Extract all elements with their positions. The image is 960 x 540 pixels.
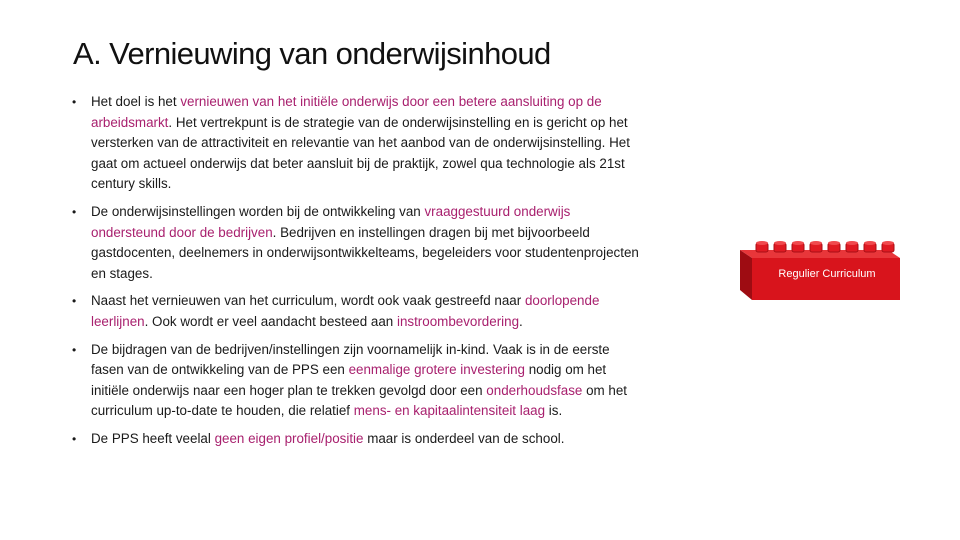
highlight-text: geen eigen profiel/positie — [214, 430, 364, 446]
bullet-text: . — [519, 313, 523, 329]
bullet-text: De onderwijsinstellingen worden bij de ontwikkeling van — [91, 203, 425, 219]
highlight-text: eenmalige grotere investering — [348, 362, 525, 378]
bullet-list — [72, 92, 644, 457]
bullet-text: De PPS heeft veelal — [91, 430, 215, 446]
bullet-text: Naast het vernieuwen van het curriculum, wordt ook vaak gestreefd naar — [91, 293, 525, 309]
highlight-text: vraaggestuurd onderwijs ondersteund door de bedrijven — [91, 203, 571, 240]
bullet-marker: • — [72, 95, 77, 109]
bullet-text: . Bedrijven en instellingen dragen bij met bijvoorbeeld gastdocenten, deelnemers in onderwijsontwikkelteams, begeleiders voor studentenprojecten en stages. — [91, 224, 639, 281]
bullet-marker: • — [72, 431, 77, 446]
bullet-text: nodig om het initiële onderwijs naar een hoger plan te trekken gevolgd door een — [91, 362, 607, 398]
bullet-text: De bijdragen van de bedrijven/instellingen zijn voornamelijk in-kind. Vaak is in de eerste fasen van de ontwikkeling van de PPS een — [91, 341, 610, 378]
bullet-text: maar is onderdeel van de school. — [363, 430, 565, 446]
brick-stud-tops — [756, 241, 894, 245]
lego-brick-graphic — [736, 238, 904, 302]
bullet-text: . Ook wordt er veel aandacht besteed aan — [144, 313, 397, 329]
brick-side-face — [740, 250, 752, 300]
bullet-text: Het doel is het — [91, 94, 181, 109]
bullet-item — [72, 291, 644, 332]
brick-label: Regulier Curriculum — [778, 268, 876, 280]
highlight-text: instroombevordering — [396, 313, 520, 329]
bullet-text: is. — [545, 403, 563, 419]
bullet-item — [72, 202, 644, 284]
bullet-text: om het curriculum up-to-date te houden, die relatief — [91, 382, 628, 419]
bullet-marker: • — [72, 294, 77, 309]
bullet-item — [72, 340, 644, 422]
highlight-text: vernieuwen van het initiële onderwijs door een betere aansluiting op de arbeidsmarkt — [91, 94, 602, 130]
highlight-text: doorlopende leerlijnen — [91, 293, 600, 329]
bullet-item — [72, 92, 644, 195]
bullet-item — [72, 429, 644, 450]
bullet-marker: • — [72, 342, 77, 357]
bullet-marker: • — [72, 204, 77, 219]
slide-title: A. Vernieuwing van onderwijsinhoud — [73, 36, 551, 71]
highlight-text: mens- en kapitaalintensiteit laag — [353, 403, 546, 419]
bullet-text: . Het vertrekpunt is de strategie van de onderwijsinstelling en is gericht op het versterken van de attractiviteit en relevantie van het aanbod van de onderwijsinstelling. Het gaat om actueel onderwijs dat beter aansluit bij de praktijk, zowel qua technologie als 21st century skills. — [91, 114, 630, 192]
highlight-text: onderhoudsfase — [486, 382, 583, 398]
